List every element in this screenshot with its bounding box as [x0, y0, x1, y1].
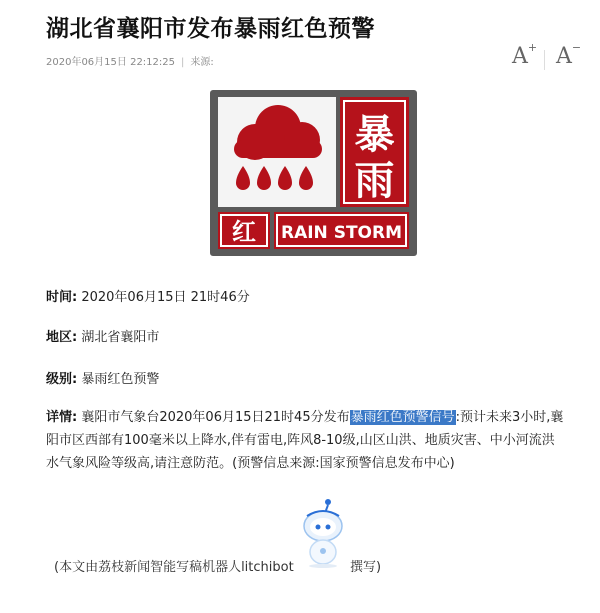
detail-label: 详情: [46, 410, 78, 425]
article-credit [54, 556, 382, 575]
info-level [46, 368, 159, 387]
detail-highlighted-text[interactable]: 暴雨红色预警信号 [350, 410, 455, 425]
meta-separator: | [181, 57, 185, 68]
font-size-increase-button[interactable] [512, 40, 538, 69]
rainstorm-red-warning-badge [210, 90, 417, 256]
info-detail [46, 406, 566, 475]
badge-english-text: RAIN STORM [280, 223, 403, 243]
plus-icon: + [527, 40, 538, 54]
badge-level-char: 红 [232, 218, 256, 246]
badge-char-bottom: 雨 [354, 158, 395, 204]
area-label: 地区: [46, 330, 78, 345]
font-size-decrease-button[interactable] [556, 40, 582, 69]
info-area [46, 326, 159, 345]
litchibot-robot-icon [298, 496, 348, 568]
minus-icon: − [571, 40, 582, 54]
source-label: 来源: [190, 57, 214, 68]
article-title: 湖北省襄阳市发布暴雨红色预警 [46, 16, 375, 42]
publish-datetime: 2020年06月15日 22:12:25 [46, 57, 175, 68]
level-label: 级别: [46, 372, 78, 387]
badge-char-top: 暴 [354, 112, 395, 158]
detail-text-start: 襄阳市气象台2020年06月15日21时45分发布 [81, 410, 350, 425]
level-value: 暴雨红色预警 [81, 372, 160, 387]
font-decrease-letter: A [556, 44, 572, 69]
credit-text-start: (本文由荔枝新闻智能写稿机器人litchibot [54, 560, 294, 575]
info-time [46, 286, 250, 305]
font-increase-letter: A [512, 44, 528, 69]
area-value: 湖北省襄阳市 [81, 330, 160, 345]
warning-badge-graphic [210, 90, 417, 256]
article-meta [46, 53, 214, 68]
time-label: 时间: [46, 290, 78, 305]
time-value: 2020年06月15日 21时46分 [81, 290, 250, 305]
credit-text-end: 撰写) [350, 560, 382, 575]
detail-text-end: :预计未来3小时,襄阳市区西部有100毫米以上降水,伴有雷电,阵风8-10级,山区山洪、地质灾害、中小河流洪水气象风险等级高,请注意防范。(预警信息来源:国家预警信息发布中心) [46, 410, 564, 471]
font-control-divider [544, 50, 545, 70]
